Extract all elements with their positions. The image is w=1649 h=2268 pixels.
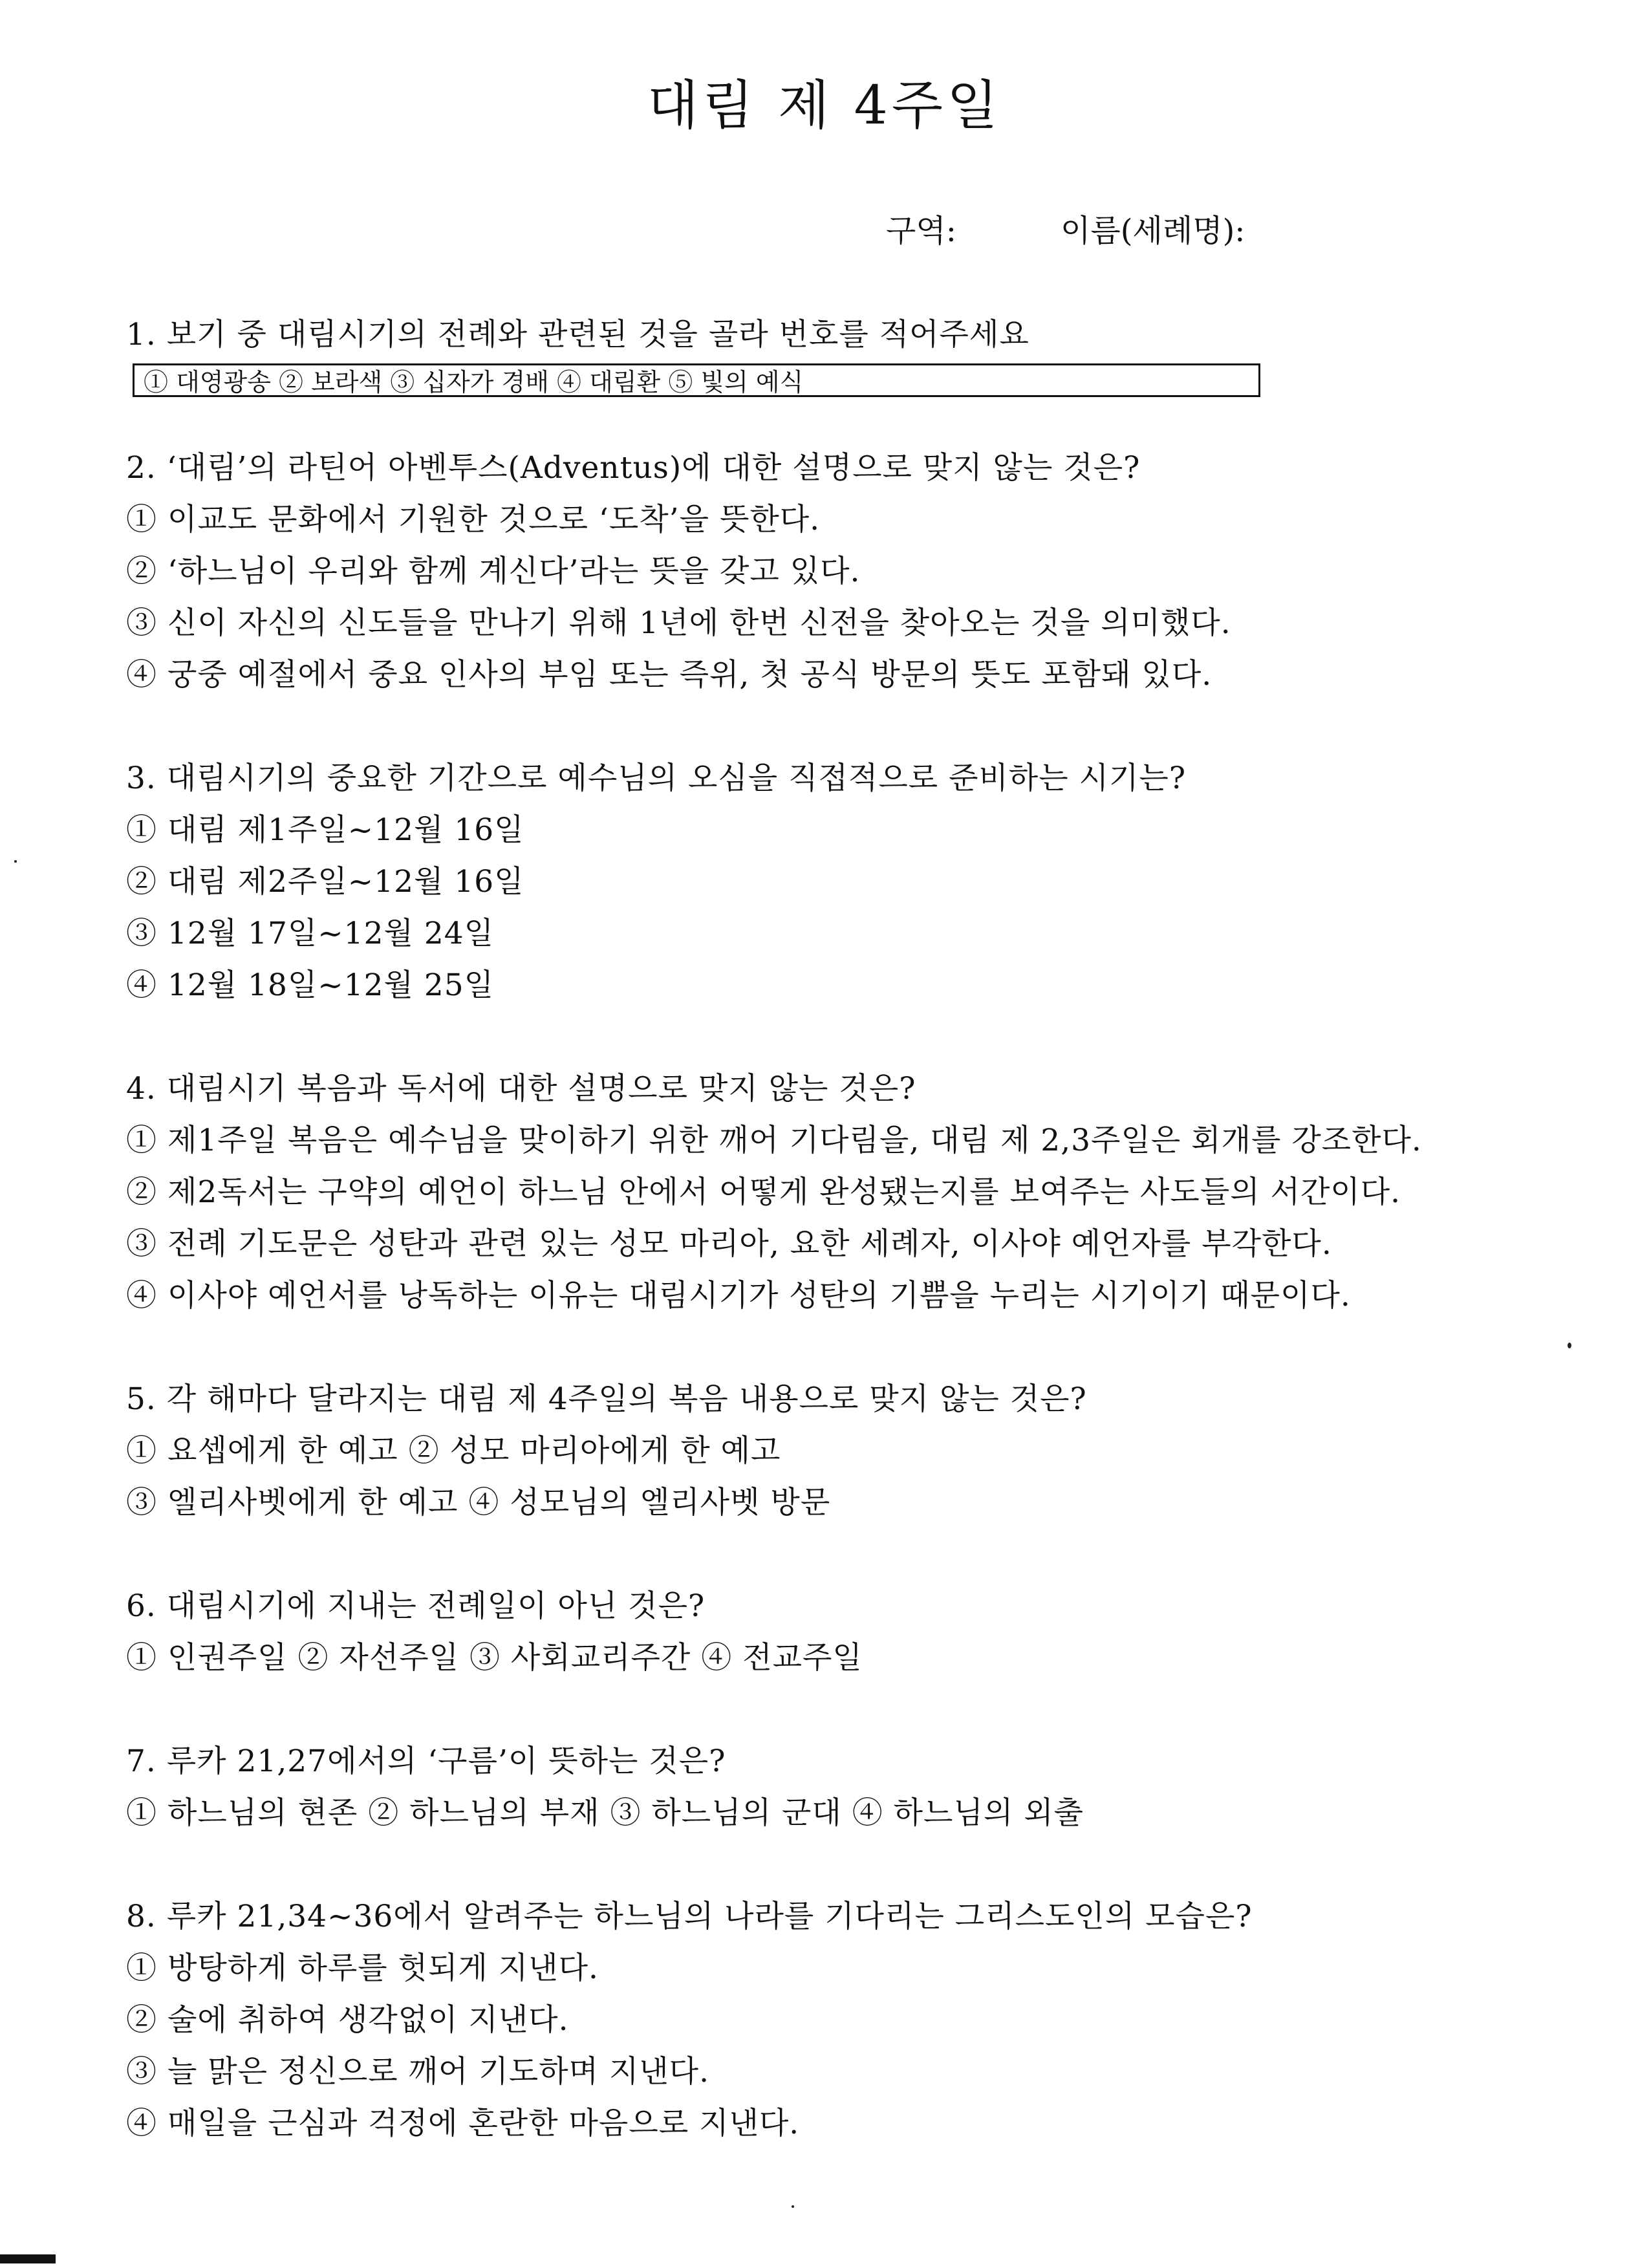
option-item: ① 이교도 문화에서 기원한 것으로 ‘도착’을 뜻한다.: [126, 502, 821, 537]
district-label: 구역:: [886, 213, 956, 249]
spacer: [126, 397, 1588, 442]
spacer: [126, 1322, 1588, 1374]
question-stem: 8. 루카 21,34~36에서 알려주는 하느님의 나라를 기다리는 그리스도인의 모습은?: [126, 1899, 1253, 1934]
option-item: ① 대림 제1주일~12월 16일: [126, 812, 524, 848]
scan-edge-mark: [0, 2254, 56, 2263]
option-item: ③ 신이 자신의 신도들을 만나기 위해 1년에 한번 신전을 찾아오는 것을 의미했다.: [126, 605, 1231, 641]
option-item: ③ 12월 17일~12월 24일: [126, 916, 495, 951]
choice-box: ① 대영광송 ② 보라색 ③ 십자가 경배 ④ 대림환 ⑤ 빛의 예식: [133, 363, 1260, 397]
name-label: 이름(세례명):: [1061, 213, 1245, 249]
spacer: [126, 1684, 1588, 1736]
spacer: [126, 1839, 1588, 1891]
option-item: ② ‘하느님이 우리와 함께 계신다’라는 뜻을 갖고 있다.: [126, 554, 861, 589]
question-stem: 3. 대림시기의 중요한 기간으로 예수님의 오심을 직접적으로 준비하는 시기는?: [126, 761, 1187, 796]
question-stem: 4. 대림시기 복음과 독서에 대한 설명으로 맞지 않는 것은?: [126, 1071, 916, 1107]
page-title: 대림 제 4주일: [647, 75, 1002, 136]
question-7: [126, 1736, 1588, 1839]
option-item: ④ 12월 18일~12월 25일: [126, 967, 495, 1003]
question-2: [126, 442, 1588, 701]
option-item: ② 제2독서는 구약의 예언이 하느님 안에서 어떻게 완성됐는지를 보여주는 사도들의 서간이다.: [126, 1174, 1401, 1210]
spacer: [126, 701, 1588, 753]
spacer: [126, 1011, 1588, 1063]
question-stem: 2. ‘대림’의 라틴어 아벤투스(Adventus)에 대한 설명으로 맞지 않는 것은?: [126, 450, 1141, 486]
option-item: ② 대림 제2주일~12월 16일: [126, 864, 524, 900]
option-item: ③ 엘리사벳에게 한 예고 ④ 성모님의 엘리사벳 방문: [126, 1485, 831, 1520]
option-item: ② 술에 취하여 생각없이 지낸다.: [126, 2002, 569, 2038]
spacer: [126, 1529, 1588, 1581]
option-item: ④ 매일을 근심과 걱정에 혼란한 마음으로 지낸다.: [126, 2106, 800, 2141]
question-8: [126, 1891, 1588, 2150]
question-stem: 6. 대림시기에 지내는 전례일이 아닌 것은?: [126, 1588, 706, 1624]
option-item: ① 제1주일 복음은 예수님을 맞이하기 위한 깨어 기다림을, 대림 제 2,3주일은 회개를 강조한다.: [126, 1123, 1422, 1158]
scan-speck: [14, 860, 17, 863]
option-item: ③ 전례 기도문은 성탄과 관련 있는 성모 마리아, 요한 세례자, 이사야 예언자를 부각한다.: [126, 1226, 1332, 1262]
scan-speck: [1568, 1343, 1571, 1348]
question-stem: 5. 각 해마다 달라지는 대림 제 4주일의 복음 내용으로 맞지 않는 것은?: [126, 1381, 1087, 1417]
question-1: [126, 309, 1588, 397]
question-4: [126, 1063, 1588, 1322]
header-fields: [886, 206, 1245, 250]
question-5: [126, 1374, 1588, 1529]
option-item: ③ 늘 맑은 정신으로 깨어 기도하며 지낸다.: [126, 2054, 710, 2090]
question-stem: 7. 루카 21,27에서의 ‘구름’이 뜻하는 것은?: [126, 1744, 726, 1779]
option-item: ① 하느님의 현존 ② 하느님의 부재 ③ 하느님의 군대 ④ 하느님의 외출: [126, 1795, 1084, 1831]
option-item: ④ 궁중 예절에서 중요 인사의 부임 또는 즉위, 첫 공식 방문의 뜻도 포함돼 있다.: [126, 657, 1212, 693]
option-item: ① 방탕하게 하루를 헛되게 지낸다.: [126, 1950, 599, 1986]
option-item: ④ 이사야 예언서를 낭독하는 이유는 대림시기가 성탄의 기쁨을 누리는 시기이기 때문이다.: [126, 1278, 1351, 1313]
question-stem: 1. 보기 중 대림시기의 전례와 관련된 것을 골라 번호를 적어주세요: [126, 317, 1029, 352]
question-6: [126, 1581, 1588, 1684]
question-list: [126, 309, 1588, 2150]
option-item: ① 요셉에게 한 예고 ② 성모 마리아에게 한 예고: [126, 1433, 781, 1469]
option-item: ① 인권주일 ② 자선주일 ③ 사회교리주간 ④ 전교주일: [126, 1640, 863, 1676]
question-3: [126, 753, 1588, 1011]
scan-speck: [792, 2205, 794, 2208]
